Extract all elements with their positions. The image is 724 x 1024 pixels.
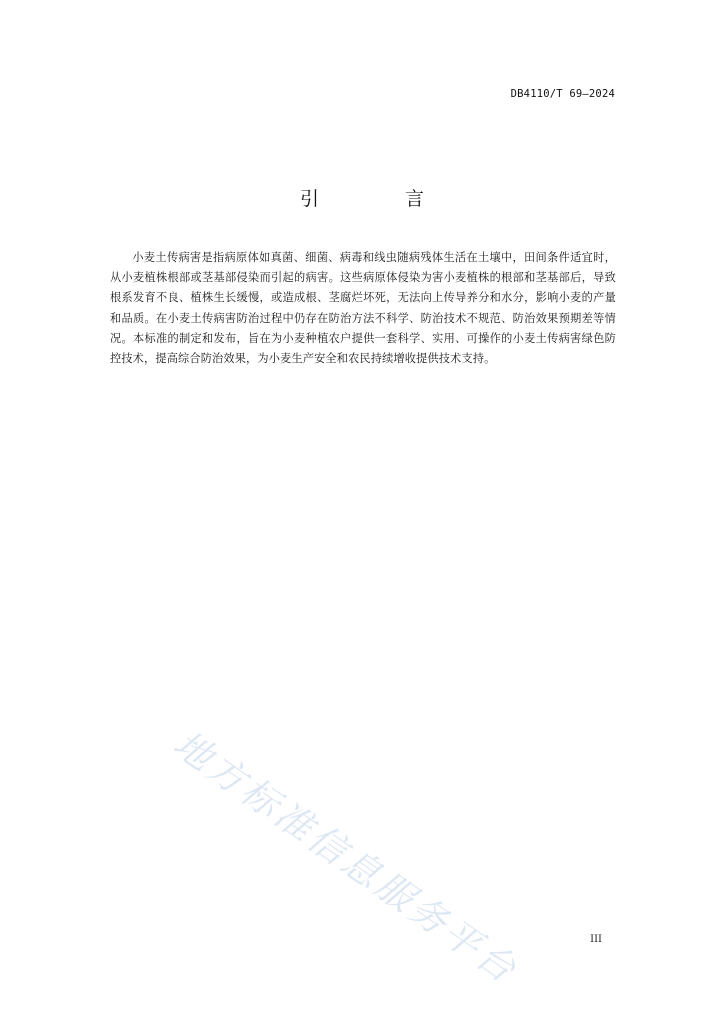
introduction-paragraph: 小麦土传病害是指病原体如真菌、细菌、病毒和线虫随病残体生活在土壤中，田间条件适宜时，从小麦植株根部或茎基部侵染而引起的病害。这些病原体侵染为害小麦植株的根部和茎基部后，导致根系发育不良、植株生长缓慢，或造成根、茎腐烂坏死，无法向上传导养分和水分，影响小麦的产量和品质。在小麦土传病害防治过程中仍存在防治方法不科学、防治技术不规范、防治效果预期差等情况。本标准的制定和发布，旨在为小麦种植农户提供一套科学、实用、可操作的小麦土传病害绿色防控技术，提高综合防治效果，为小麦生产安全和农民持续增收提供技术支持。	[110, 251, 616, 366]
section-title: 引 言	[299, 188, 465, 210]
document-code: DB4110/T 69—2024	[510, 88, 615, 100]
watermark: 地方标准信息服务平台	[165, 722, 527, 993]
page-number: III	[590, 934, 602, 945]
